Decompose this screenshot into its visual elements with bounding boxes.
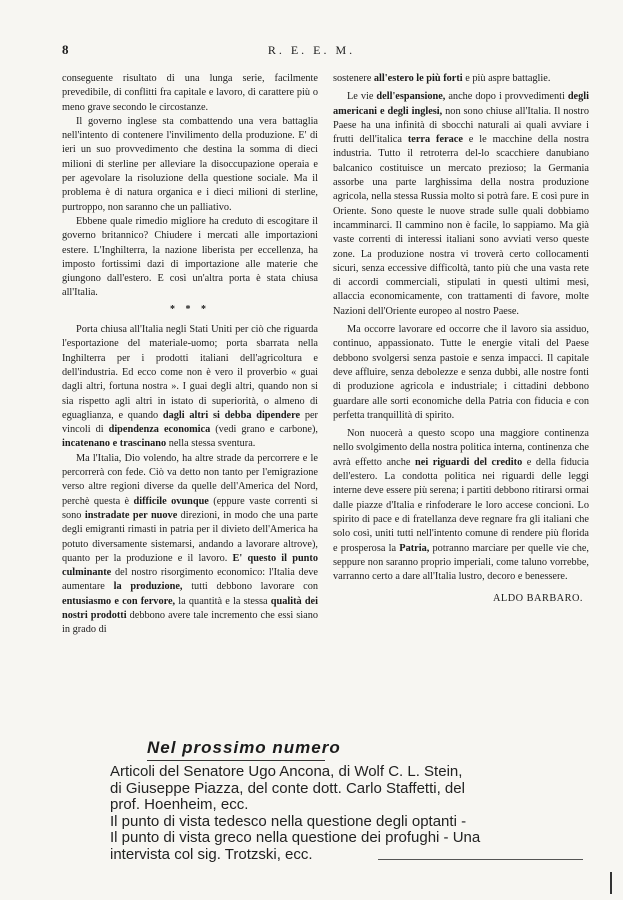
paragraph: Ma occorre lavorare ed occorre che il lavoro sia assiduo, continuo, appassionato. Tutte le energie vitali del Paese debbono svolgersi senza pastoie e senza impacci. Il capitale deve affluire, senza debolezze e senza dubbi, alle nostre fonti di produzione agricola e industriale; i cittadini debbono guardare alle sorti economiche della Patria con fiducia e con perfetta tranquillità di spirito. xyxy=(333,324,589,421)
next-issue-line: di Giuseppe Piazza, del conte dott. Carlo Staffetti, del xyxy=(110,779,465,797)
paragraph: Ebbene quale rimedio migliore ha creduto di escogitare il governo britannico? Chiudere i mercati alle importazioni estere. L'Inghilterra, la nazione liberista per eccellenza, ha imposto fortissimi dazi di importazione alle materie che giungono dall'estero. E così un'altra porta è stata chiusa all'Italia. xyxy=(62,215,318,299)
next-issue-line: intervista col sig. Trotzski, ecc. xyxy=(110,845,313,863)
title-underline xyxy=(147,760,325,761)
section-separator: * * * xyxy=(170,303,210,315)
article-left-column xyxy=(62,72,318,638)
article-right-column xyxy=(333,72,589,607)
paragraph: sostenere all'estero le più forti e più aspre battaglie. xyxy=(333,73,551,84)
paragraph: Le vie dell'espansione, anche dopo i provvedimenti degli americani e degli inglesi, non sono chiuse all'Italia. Il nostro Paese ha una infinità di sbocchi naturali ai quali avviare i frutti dell'italica terra ferace e le macchine della nostra industria. Tutto il retroterra del-lo scacchiere danubiano balcanico costituisce un mercato prezioso; la Germania assorbe una parte larghissima della nostra produzione agricola, nella stessa Russia molto si potrà fare. E così pure in Oriente. Sono queste le nuove strade sulle quali dobbiamo incamminarci. Il cammino non è facile, lo sappiamo. Ma già vaste correnti di interessi italiani sono avviati verso queste zone. La produzione nostra vi troverà certo collocamenti sicuri, senza eccessive difficoltà, tanto più che una vasta rete di accordi commerciali, stipulati in questi ultimi mesi, allaccia economicamente, con trattamenti di favore, molte Nazioni dell'Oriente europeo al nostro Paese. xyxy=(333,91,589,317)
page-edge-mark xyxy=(610,872,612,894)
paragraph: Ma l'Italia, Dio volendo, ha altre strade da percorrere e le percorrerà con fede. Ciò va detto non tanto per l'emigrazione verso altre regioni diverse da quelle dell'America del Nord, perchè questa è difficile ovunque (eppure vaste correnti si sono instradate per nuove direzioni, in modo che una parte degli emigranti rimasti in patria per il divieto dell'America ha potuto diversamente sistemarsi, andando a lavorare altrove), quanto per la produzione e il lavoro. E' questo il punto culminante del nostro risorgimento economico: l'Italia deve aumentare la produzione, tutti debbono lavorare con entusiasmo e con fervore, la quantità e la stessa qualità dei nostri prodotti debbono avere tale incremento che essi siano in grado di xyxy=(62,452,319,636)
next-issue-contents xyxy=(110,764,580,863)
next-issue-line: Il punto di vista greco nella questione dei profughi - Una xyxy=(110,829,481,846)
page-number: 8 xyxy=(62,42,69,57)
next-issue-title: Nel prossimo numero xyxy=(147,738,341,757)
next-issue-line: Articoli del Senatore Ugo Ancona, di Wolf C. L. Stein, xyxy=(110,763,463,780)
next-issue-line: Il punto di vista tedesco nella questione degli optanti - xyxy=(110,812,467,830)
author-signature: ALDO BARBARO. xyxy=(492,593,583,605)
next-issue-line: prof. Hoenheim, ecc. xyxy=(110,796,249,813)
paragraph: Il governo inglese sta combattendo una vera battaglia nell'intento di contenere l'invilimento della produzione. E' di ieri un suo provvedimento che destina la somma di dieci milioni di sterline per alleviare la disoccupazione operaia e per agevolare la risoluzione della questione sociale. Ma il problema è di natura organica e i dieci milioni di sterline, purtroppo, non saranno che un palliativo. xyxy=(62,115,318,213)
closing-rule xyxy=(378,859,583,860)
paragraph: Non nuocerà a questo scopo una maggiore continenza nello svolgimento della nostra politica interna, continenza che avrà effetto anche nei riguardi del credito e della fiducia dell'estero. La condotta politica nei riguardi delle leggi interne deve essere più serena; i partiti debbono ritirarsi ormai dalle piazze d'Italia e rinfoderare le loro accese concioni. Lo spirito di pace e di fratellanza deve regnare fra gli italiani che solo così, uniti tutti nell'intento comune di rendere più florida e prosperosa la Patria, potranno marciare per quelle vie che, seppure non saranno proprio imperiali, come taluno vorrebbe, varranno certo a dare all'Italia lustro, decoro e benessere. xyxy=(333,428,589,583)
paragraph: Porta chiusa all'Italia negli Stati Uniti per ciò che riguarda l'esportazione del materiale-uomo; porta sbarrata nella Inghilterra per i prodotti italiani dell'agricoltura e dell'industria. Ed ecco come non è vero il proverbio « guai dagli altri, fortuna nostra ». I guai degli altri, quando non si sia rispetto agli altri in istato di superiorità, o almeno di eguaglianza, e quando dagli altri si debba dipendere per vincoli di dipendenza economica (vedi grano e carbone), incatenano e trascinano nella stessa sventura. xyxy=(62,324,318,450)
running-header: R. E. E. M. xyxy=(267,43,356,57)
paragraph: conseguente risultato di una lunga serie, facilmente prevedibile, di conflitti fra capitale e lavoro, di carattere più o meno grave secondo le circostanze. xyxy=(62,73,318,113)
